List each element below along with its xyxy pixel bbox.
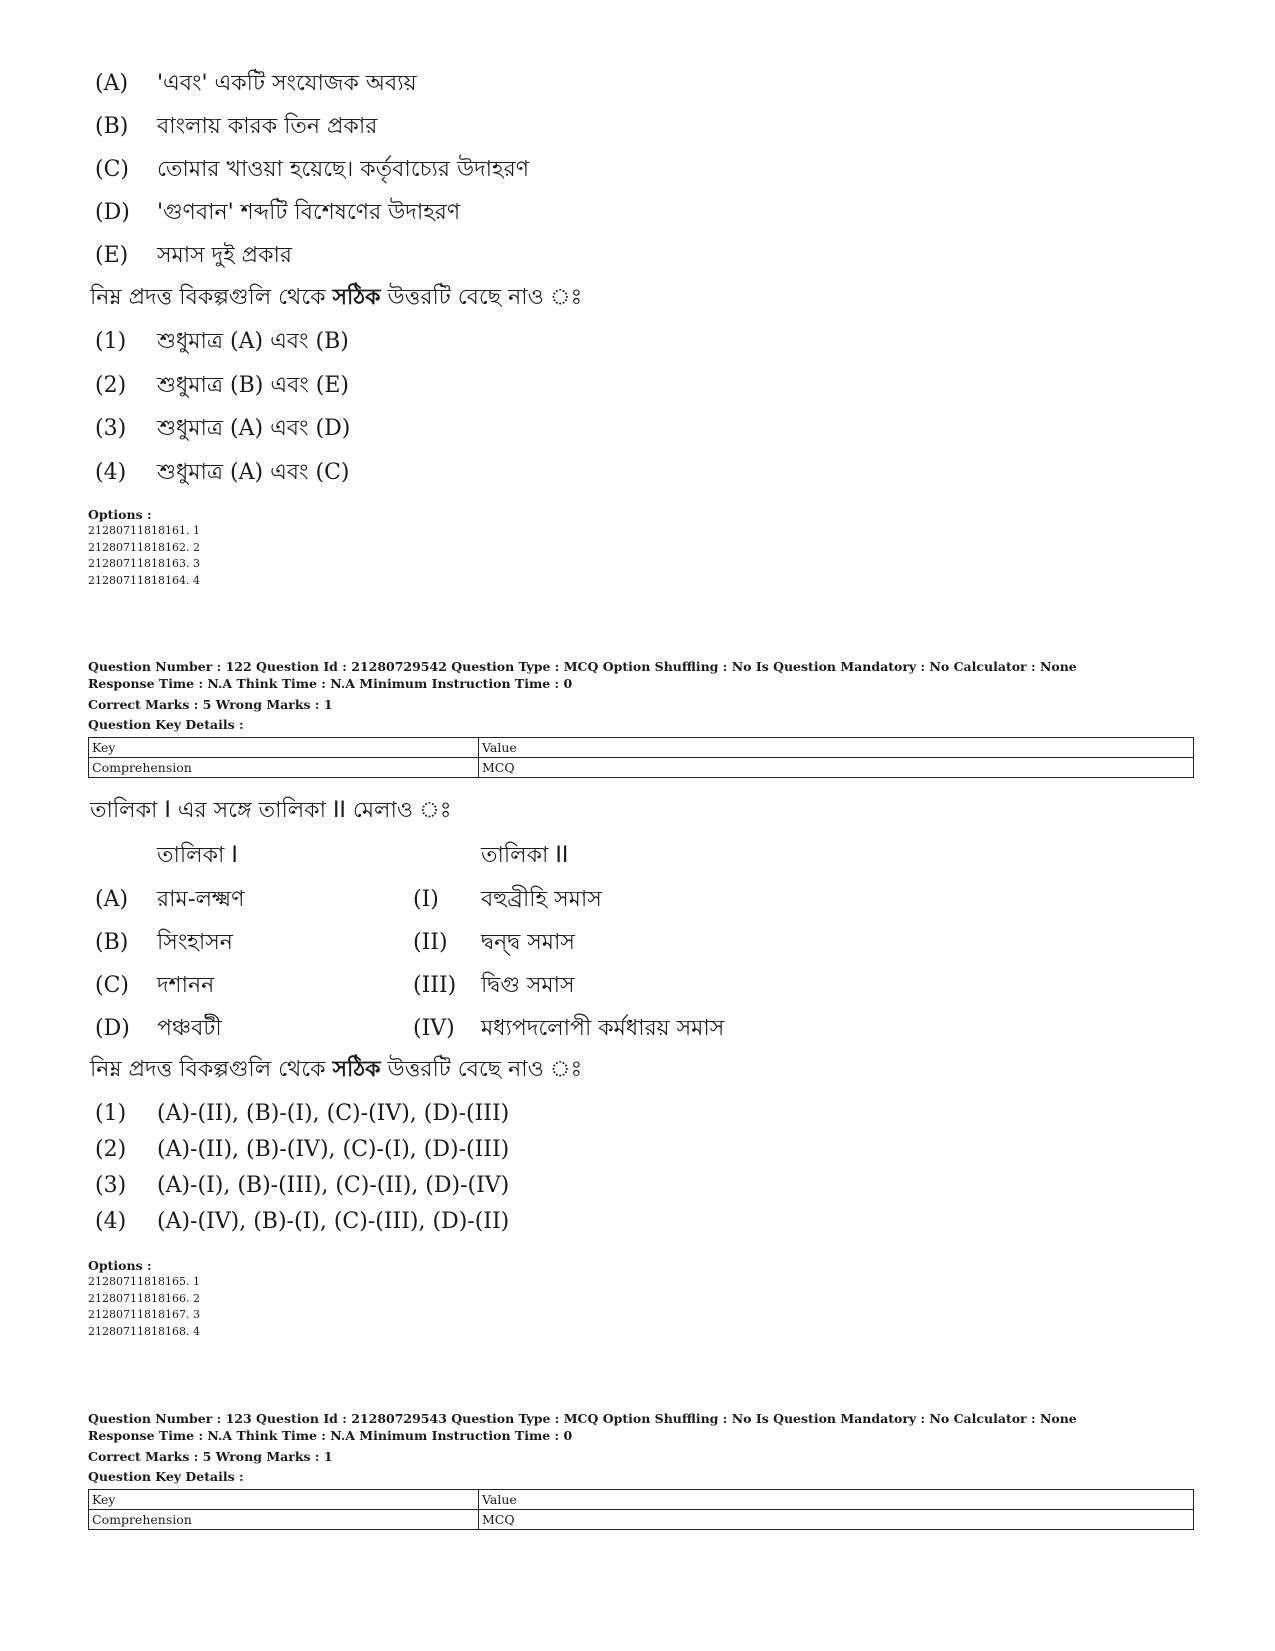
q121-instruction [90, 284, 582, 312]
list1-label: (A) [95, 887, 129, 912]
choice-label: (4) [95, 1209, 127, 1234]
choice-text: (A)-(I), (B)-(III), (C)-(II), (D)-(IV) [157, 1173, 510, 1198]
table-cell-value: MCQ [479, 758, 1194, 778]
statement-label: (E) [95, 243, 129, 268]
choice-text: শুধুমাত্র (A) এবং (C) [157, 460, 350, 485]
choice-text: শুধুমাত্র (A) এবং (D) [157, 416, 351, 441]
list2-title: তালিকা II [481, 843, 569, 868]
instruction-emphasis: সঠিক [332, 285, 381, 310]
statement-c [95, 156, 529, 184]
table-header-row [89, 738, 1194, 758]
instruction-text: উত্তরটি বেছে নাও ঃ [380, 285, 583, 310]
q121-choice-2 [95, 372, 349, 400]
choice-label: (4) [95, 460, 127, 485]
list2-item: দ্বিগু সমাস [481, 973, 575, 998]
table-header-key: Key [89, 738, 479, 758]
table-header-key: Key [89, 1490, 479, 1510]
q121-options-label: Options : [88, 507, 152, 522]
q123-meta-line1: Question Number : 123 Question Id : 21280729543 Question Type : MCQ Option Shuffling : No Is Question Mandatory : No Calculator : None [88, 1411, 1077, 1426]
instruction-text: নিম্ন প্রদত্ত বিকল্পগুলি থেকে [90, 285, 333, 310]
q122-options-label: Options : [88, 1258, 152, 1273]
list2-item: দ্বন্দ্ব সমাস [481, 930, 575, 955]
q123-meta-line2: Response Time : N.A Think Time : N.A Minimum Instruction Time : 0 [88, 1428, 573, 1443]
q123-key-table [88, 1489, 1194, 1530]
statement-a [95, 70, 417, 98]
q122-meta-line1: Question Number : 122 Question Id : 21280729542 Question Type : MCQ Option Shuffling : No Is Question Mandatory : No Calculator : None [88, 659, 1077, 674]
q122-choice-3 [95, 1172, 509, 1200]
q121-option-ids [88, 523, 200, 589]
choice-label: (3) [95, 1173, 127, 1198]
statement-text: সমাস দুই প্রকার [157, 243, 292, 268]
list1-item: রাম-লক্ষ্মণ [157, 887, 245, 912]
q122-instruction [90, 1056, 582, 1084]
statement-label: (A) [95, 71, 129, 96]
list1-label: (B) [95, 930, 129, 955]
q121-choice-1 [95, 328, 349, 356]
choice-label: (2) [95, 373, 127, 398]
q122-key-table [88, 737, 1194, 778]
list1-label: (D) [95, 1016, 130, 1041]
statement-label: (D) [95, 200, 130, 225]
instruction-emphasis: সঠিক [332, 1057, 381, 1082]
q122-key-details-label: Question Key Details : [88, 717, 244, 732]
list1-item: দশানন [157, 973, 215, 998]
q122-meta-line2: Response Time : N.A Think Time : N.A Minimum Instruction Time : 0 [88, 676, 573, 691]
q123-key-details-label: Question Key Details : [88, 1469, 244, 1484]
choice-text: শুধুমাত্র (A) এবং (B) [157, 329, 349, 354]
option-id: 21280711818167. 3 [88, 1308, 200, 1321]
table-cell-value: MCQ [479, 1510, 1194, 1530]
list2-label: (I) [413, 887, 439, 912]
statement-text: বাংলায় কারক তিন প্রকার [157, 114, 378, 139]
choice-text: (A)-(II), (B)-(I), (C)-(IV), (D)-(III) [157, 1101, 510, 1126]
statement-b [95, 113, 377, 141]
q123-marks: Correct Marks : 5 Wrong Marks : 1 [88, 1449, 333, 1464]
list1-label: (C) [95, 973, 129, 998]
statement-label: (C) [95, 157, 129, 182]
q122-choice-1 [95, 1100, 509, 1128]
q122-marks: Correct Marks : 5 Wrong Marks : 1 [88, 697, 333, 712]
list2-item: বহুব্রীহি সমাস [481, 887, 602, 912]
table-row [89, 1510, 1194, 1530]
instruction-text: উত্তরটি বেছে নাও ঃ [380, 1057, 583, 1082]
list1-title: তালিকা I [157, 843, 238, 868]
table-header-value: Value [479, 738, 1194, 758]
table-cell-key: Comprehension [89, 1510, 479, 1530]
q122-choice-2 [95, 1136, 509, 1164]
choice-label: (1) [95, 329, 127, 354]
option-id: 21280711818161. 1 [88, 524, 200, 537]
q121-choice-3 [95, 415, 350, 443]
choice-label: (2) [95, 1137, 127, 1162]
option-id: 21280711818166. 2 [88, 1291, 200, 1305]
statement-e [95, 242, 292, 270]
statement-d [95, 199, 460, 227]
list2-item: মধ্যপদলোপী কর্মধারয় সমাস [481, 1016, 725, 1041]
list2-label: (IV) [413, 1016, 455, 1041]
statement-text: তোমার খাওয়া হয়েছে। কর্তৃবাচ্যের উদাহরণ [157, 157, 529, 182]
q122-option-ids [88, 1274, 200, 1340]
table-cell-key: Comprehension [89, 758, 479, 778]
list1-item: সিংহাসন [157, 930, 233, 955]
table-row [89, 758, 1194, 778]
table-header-row [89, 1490, 1194, 1510]
option-id: 21280711818165. 1 [88, 1275, 200, 1288]
instruction-text: নিম্ন প্রদত্ত বিকল্পগুলি থেকে [90, 1057, 333, 1082]
statement-label: (B) [95, 114, 129, 139]
choice-text: (A)-(II), (B)-(IV), (C)-(I), (D)-(III) [157, 1137, 510, 1162]
q121-choice-4 [95, 459, 350, 487]
q122-prompt: তালিকা I এর সঙ্গে তালিকা II মেলাও ঃ [90, 798, 452, 823]
choice-text: শুধুমাত্র (B) এবং (E) [157, 373, 350, 398]
option-id: 21280711818164. 4 [88, 573, 200, 587]
table-header-value: Value [479, 1490, 1194, 1510]
list2-label: (III) [413, 973, 457, 998]
list1-item: পঞ্চবটী [157, 1016, 222, 1041]
choice-text: (A)-(IV), (B)-(I), (C)-(III), (D)-(II) [157, 1209, 510, 1234]
statement-text: 'গুণবান' শব্দটি বিশেষণের উদাহরণ [157, 200, 461, 225]
choice-label: (1) [95, 1101, 127, 1126]
option-id: 21280711818163. 3 [88, 557, 200, 570]
choice-label: (3) [95, 416, 127, 441]
option-id: 21280711818162. 2 [88, 540, 200, 554]
statement-text: 'এবং' একটি সংযোজক অব্যয় [157, 71, 417, 96]
list2-label: (II) [413, 930, 448, 955]
option-id: 21280711818168. 4 [88, 1324, 200, 1338]
q122-choice-4 [95, 1208, 509, 1236]
